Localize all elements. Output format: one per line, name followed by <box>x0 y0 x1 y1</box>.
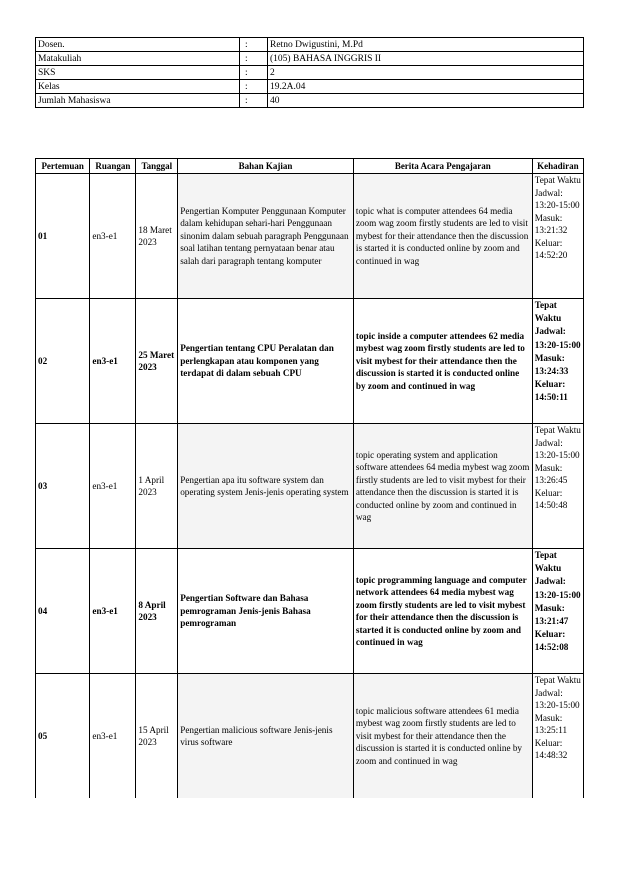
date-cell: 25 Maret 2023 <box>136 299 178 424</box>
info-row-students <box>36 94 584 108</box>
info-value: 40 <box>268 94 584 108</box>
date-cell: 18 Maret 2023 <box>136 174 178 299</box>
info-row-credits <box>36 66 584 80</box>
report-cell: topic malicious software attendees 61 media mybest wag zoom firstly students are led to visit mybest for their attendance then the discussion is started it is conducted online by zoom and continued in wag <box>353 674 532 799</box>
date-cell: 15 April 2023 <box>136 674 178 799</box>
info-value: Retno Dwigustini, M.Pd <box>268 38 584 52</box>
table-row <box>36 174 584 299</box>
report-cell: topic inside a computer attendees 62 media mybest wag zoom firstly students are led to visit mybest for their attendance then the discussion is started it is conducted online by zoom and continued in wag <box>353 299 532 424</box>
attendance-cell: Tepat Waktu Jadwal: 13:20-15:00 Masuk: 13:24:33 Keluar: 14:50:11 <box>532 299 583 424</box>
topic-cell: Pengertian apa itu software system dan operating system Jenis-jenis operating system <box>178 424 354 549</box>
table-row <box>36 299 584 424</box>
room-cell: en3-e1 <box>90 424 136 549</box>
attendance-cell: Tepat Waktu Jadwal: 13:20-15:00 Masuk: 13:25:11 Keluar: 14:48:32 <box>532 674 583 799</box>
course-info-table <box>35 37 584 108</box>
info-value: (105) BAHASA INGGRIS II <box>268 52 584 66</box>
topic-cell: Pengertian Komputer Penggunaan Komputer dalam kehidupan sehari-hari Penggunaan sinonim dalam sebuah paragraph Penggunaan soal latihan tentang pernyataan benar atau salah dari paragraph tentang komputer <box>178 174 354 299</box>
schedule-header-row <box>36 159 584 174</box>
header-topic: Bahan Kajian <box>178 159 354 174</box>
info-label: SKS <box>36 66 240 80</box>
date-cell: 1 April 2023 <box>136 424 178 549</box>
topic-cell: Pengertian Software dan Bahasa pemrograman Jenis-jenis Bahasa pemrograman <box>178 549 354 674</box>
schedule-table <box>35 158 584 798</box>
table-row <box>36 424 584 549</box>
info-separator: : <box>240 80 268 94</box>
meeting-number: 02 <box>36 299 90 424</box>
info-separator: : <box>240 66 268 80</box>
report-cell: topic what is computer attendees 64 media zoom wag zoom firstly students are led to visit mybest for their attendance then the discussion is started it is conducted online by zoom and continued in wag <box>353 174 532 299</box>
header-date: Tanggal <box>136 159 178 174</box>
room-cell: en3-e1 <box>90 674 136 799</box>
table-row <box>36 674 584 799</box>
info-label: Kelas <box>36 80 240 94</box>
report-cell: topic programming language and computer network attendees 64 media mybest wag zoom firstly students are led to visit mybest for their attendance then the discussion is started it is conducted online by zoom and continued in wag <box>353 549 532 674</box>
info-separator: : <box>240 94 268 108</box>
info-row-class <box>36 80 584 94</box>
meeting-number: 01 <box>36 174 90 299</box>
info-label: Dosen. <box>36 38 240 52</box>
info-value: 2 <box>268 66 584 80</box>
room-cell: en3-e1 <box>90 299 136 424</box>
report-cell: topic operating system and application software attendees 64 media mybest wag zoom firstly students are led to visit mybest for their attendance then the discussion is started it is conducted online by zoom and continued in wag <box>353 424 532 549</box>
date-cell: 8 April 2023 <box>136 549 178 674</box>
meeting-number: 05 <box>36 674 90 799</box>
info-separator: : <box>240 52 268 66</box>
header-room: Ruangan <box>90 159 136 174</box>
room-cell: en3-e1 <box>90 174 136 299</box>
topic-cell: Pengertian tentang CPU Peralatan dan perlengkapan atau komponen yang terdapat di dalam sebuah CPU <box>178 299 354 424</box>
meeting-number: 03 <box>36 424 90 549</box>
header-attendance: Kehadiran <box>532 159 583 174</box>
info-label: Matakuliah <box>36 52 240 66</box>
table-row <box>36 549 584 674</box>
attendance-cell: Tepat Waktu Jadwal: 13:20-15:00 Masuk: 13:26:45 Keluar: 14:50:48 <box>532 424 583 549</box>
attendance-cell: Tepat Waktu Jadwal: 13:20-15:00 Masuk: 13:21:32 Keluar: 14:52:20 <box>532 174 583 299</box>
room-cell: en3-e1 <box>90 549 136 674</box>
attendance-cell: Tepat Waktu Jadwal: 13:20-15:00 Masuk: 13:21:47 Keluar: 14:52:08 <box>532 549 583 674</box>
info-label: Jumlah Mahasiswa <box>36 94 240 108</box>
header-meeting: Pertemuan <box>36 159 90 174</box>
info-row-lecturer <box>36 38 584 52</box>
info-row-course <box>36 52 584 66</box>
topic-cell: Pengertian malicious software Jenis-jenis virus software <box>178 674 354 799</box>
info-separator: : <box>240 38 268 52</box>
info-value: 19.2A.04 <box>268 80 584 94</box>
header-report: Berita Acara Pengajaran <box>353 159 532 174</box>
meeting-number: 04 <box>36 549 90 674</box>
